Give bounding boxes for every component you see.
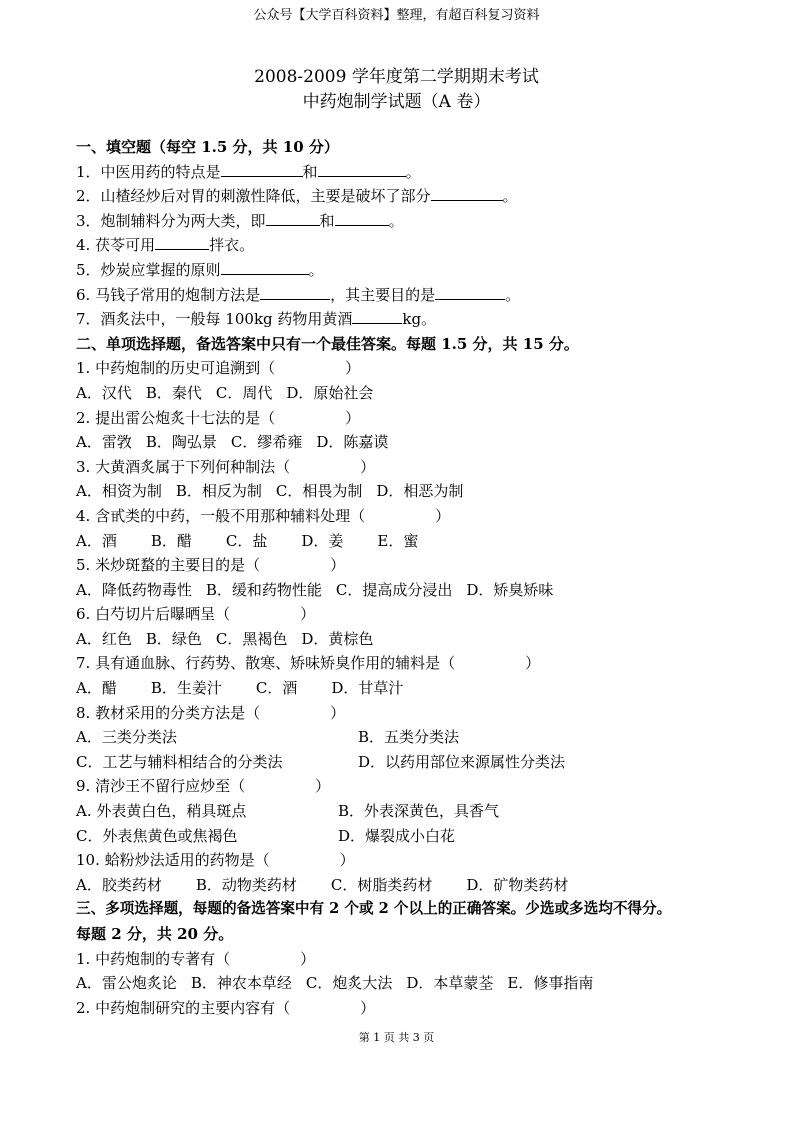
answer-blank[interactable] xyxy=(431,185,503,201)
question-text: kg。 xyxy=(402,310,437,329)
close-paren: ） xyxy=(345,359,361,378)
option: B．相反为制 xyxy=(175,482,262,501)
question-text: 。 xyxy=(502,187,518,206)
option: B．外表深黄色，具香气 xyxy=(338,802,500,821)
close-paren: ） xyxy=(435,506,451,525)
question-text: 6. 白芍切片后曝晒呈（ xyxy=(76,605,231,624)
question-text: 2. 中药炮制研究的主要内容有（ xyxy=(76,998,291,1017)
answer-blank[interactable] xyxy=(335,210,389,226)
close-paren: ） xyxy=(345,408,361,427)
option: A．雷公炮炙论 xyxy=(76,974,177,993)
exam-body xyxy=(76,135,736,1020)
option: A．三类分类法 xyxy=(76,728,177,747)
answer-blank[interactable] xyxy=(318,161,406,177)
option: C．提高成分浸出 xyxy=(335,580,453,599)
close-paren: ） xyxy=(300,949,316,968)
answer-blank[interactable] xyxy=(260,284,330,300)
option: C．盐 xyxy=(225,531,268,550)
close-paren: ） xyxy=(300,605,316,624)
option: B．绿色 xyxy=(145,629,202,648)
choice-question xyxy=(76,848,736,873)
question-text: 1．中医用药的特点是 xyxy=(76,162,221,181)
option: D．甘草汁 xyxy=(331,679,404,698)
option: B．陶弘景 xyxy=(145,433,217,452)
question-text: 5. 米炒斑蝥的主要目的是（ xyxy=(76,556,261,575)
option: C．外表焦黄色或焦褐色 xyxy=(76,826,238,845)
answer-blank[interactable] xyxy=(221,259,309,275)
answer-blank[interactable] xyxy=(352,308,402,324)
option: B．动物类药材 xyxy=(195,875,297,894)
options-row xyxy=(76,873,736,898)
question-text: 7. 具有通血脉、行药势、散寒、矫味矫臭作用的辅料是（ xyxy=(76,654,456,673)
option: D．相恶为制 xyxy=(376,482,464,501)
option: C．炮炙大法 xyxy=(305,974,393,993)
question-text: 5．炒炭应掌握的原则 xyxy=(76,260,221,279)
options-row xyxy=(76,627,736,652)
options-row xyxy=(76,750,736,775)
question-text: 4. 含甙类的中药，一般不用那种辅料处理（ xyxy=(76,506,366,525)
close-paren: ） xyxy=(525,654,541,673)
option: D．矫臭矫味 xyxy=(466,580,554,599)
option: B．缓和药物性能 xyxy=(205,580,322,599)
section-3-heading: 三、多项选择题，每题的备选答案中有 2 个或 2 个以上的正确答案。少选或多选均不得分。 xyxy=(76,900,672,918)
options-row xyxy=(76,799,736,824)
option: C．树脂类药材 xyxy=(330,875,433,894)
question-text: 7．酒炙法中，一般每 100kg 药物用黄酒 xyxy=(76,310,353,329)
option: D．陈嘉谟 xyxy=(316,433,389,452)
option: C．酒 xyxy=(255,679,298,698)
section-2-heading: 二、单项选择题，备选答案中只有一个最佳答案。每题 1.5 分，共 15 分。 xyxy=(76,334,579,353)
question-text: 6. 马钱子常用的炮制方法是 xyxy=(76,285,261,304)
choice-question xyxy=(76,553,736,578)
choice-question xyxy=(76,701,736,726)
option: A．红色 xyxy=(76,629,132,648)
fill-question xyxy=(76,184,736,209)
option: A．相资为制 xyxy=(76,482,162,501)
fill-question xyxy=(76,209,736,234)
choice-question xyxy=(76,504,736,529)
option: E．蜜 xyxy=(377,531,419,550)
choice-question xyxy=(76,651,736,676)
question-text: 1. 中药炮制的历史可追溯到（ xyxy=(76,359,276,378)
close-paren: ） xyxy=(360,457,376,476)
close-paren: ） xyxy=(330,556,346,575)
answer-blank[interactable] xyxy=(155,234,209,250)
page-footer: 第 1 页 共 3 页 xyxy=(358,1031,435,1044)
question-text: 3. 大黄酒炙属于下列何种制法（ xyxy=(76,457,291,476)
question-text: 3．炮制辅料分为两大类，即 xyxy=(76,211,266,230)
question-text: 9. 清沙王不留行应炒至（ xyxy=(76,777,246,796)
option: C．工艺与辅料相结合的分类法 xyxy=(76,752,283,771)
option: D．姜 xyxy=(301,531,344,550)
question-text: 。 xyxy=(308,260,324,279)
option: B．醋 xyxy=(150,531,192,550)
option: D．本草蒙荃 xyxy=(406,974,494,993)
answer-blank[interactable] xyxy=(221,161,303,177)
option: C．周代 xyxy=(215,383,273,402)
choice-question xyxy=(76,947,736,972)
option: A．胶类药材 xyxy=(76,875,162,894)
option: E．修事指南 xyxy=(507,974,594,993)
option: D．以药用部位来源属性分类法 xyxy=(358,752,566,771)
question-text: 2．山楂经炒后对胃的刺激性降低，主要是破坏了部分 xyxy=(76,187,431,206)
options-row xyxy=(76,824,736,849)
options-row xyxy=(76,578,736,603)
option: B．生姜汁 xyxy=(150,679,222,698)
section-3-scoring: 每题 2 分，共 20 分。 xyxy=(76,925,234,943)
option: A．汉代 xyxy=(76,383,132,402)
options-row xyxy=(76,479,736,504)
exam-title: 2008-2009 学年度第二学期期末考试 xyxy=(254,67,539,87)
option: C．相畏为制 xyxy=(275,482,363,501)
question-text: 和 xyxy=(319,211,335,230)
close-paren: ） xyxy=(315,777,331,796)
option: B．秦代 xyxy=(145,383,202,402)
option: D．黄棕色 xyxy=(301,629,374,648)
question-text: 。 xyxy=(388,211,404,230)
question-text: 10. 蛤粉炒法适用的药物是（ xyxy=(76,851,270,870)
options-row xyxy=(76,676,736,701)
question-text: 和 xyxy=(302,162,318,181)
option: A．雷敩 xyxy=(76,433,132,452)
option: A．降低药物毒性 xyxy=(76,580,192,599)
question-text: ，其主要目的是 xyxy=(330,285,436,304)
option: D．原始社会 xyxy=(286,383,374,402)
question-text: 。 xyxy=(505,285,521,304)
option: A. 外表黄白色，稍具斑点 xyxy=(76,802,247,821)
option: B．神农本草经 xyxy=(190,974,292,993)
question-text: 4. 茯苓可用 xyxy=(76,236,156,255)
question-text: 。 xyxy=(405,162,421,181)
option: C．黑褐色 xyxy=(215,629,288,648)
option: D．爆裂成小白花 xyxy=(338,826,456,845)
close-paren: ） xyxy=(339,851,355,870)
section-1-heading: 一、填空题（每空 1.5 分，共 10 分） xyxy=(76,138,339,156)
answer-blank[interactable] xyxy=(266,210,320,226)
fill-question xyxy=(76,307,736,332)
question-text: 2. 提出雷公炮炙十七法的是（ xyxy=(76,408,276,427)
page-header-note: 公众号【大学百科资料】整理，有超百科复习资料 xyxy=(253,8,540,23)
choice-question xyxy=(76,602,736,627)
choice-question xyxy=(76,356,736,381)
fill-question xyxy=(76,160,736,185)
close-paren: ） xyxy=(360,998,376,1017)
choice-question xyxy=(76,406,736,431)
answer-blank[interactable] xyxy=(435,284,505,300)
option: A．酒 xyxy=(76,531,117,550)
question-text: 8. 教材采用的分类方法是（ xyxy=(76,703,261,722)
choice-question xyxy=(76,996,736,1021)
close-paren: ） xyxy=(330,703,346,722)
question-text: 拌衣。 xyxy=(209,236,255,255)
fill-question xyxy=(76,258,736,283)
option: C．缪希雍 xyxy=(230,433,303,452)
options-row xyxy=(76,725,736,750)
options-row xyxy=(76,430,736,455)
options-row xyxy=(76,381,736,406)
options-row xyxy=(76,529,736,554)
choice-question xyxy=(76,774,736,799)
fill-question xyxy=(76,233,736,258)
option: B．五类分类法 xyxy=(358,728,460,747)
option: D．矿物类药材 xyxy=(466,875,569,894)
exam-subtitle: 中药炮制学试题（A 卷） xyxy=(302,92,491,112)
question-text: 1. 中药炮制的专著有（ xyxy=(76,949,231,968)
option: A．醋 xyxy=(76,679,117,698)
options-row xyxy=(76,971,736,996)
choice-question xyxy=(76,455,736,480)
fill-question xyxy=(76,283,736,308)
